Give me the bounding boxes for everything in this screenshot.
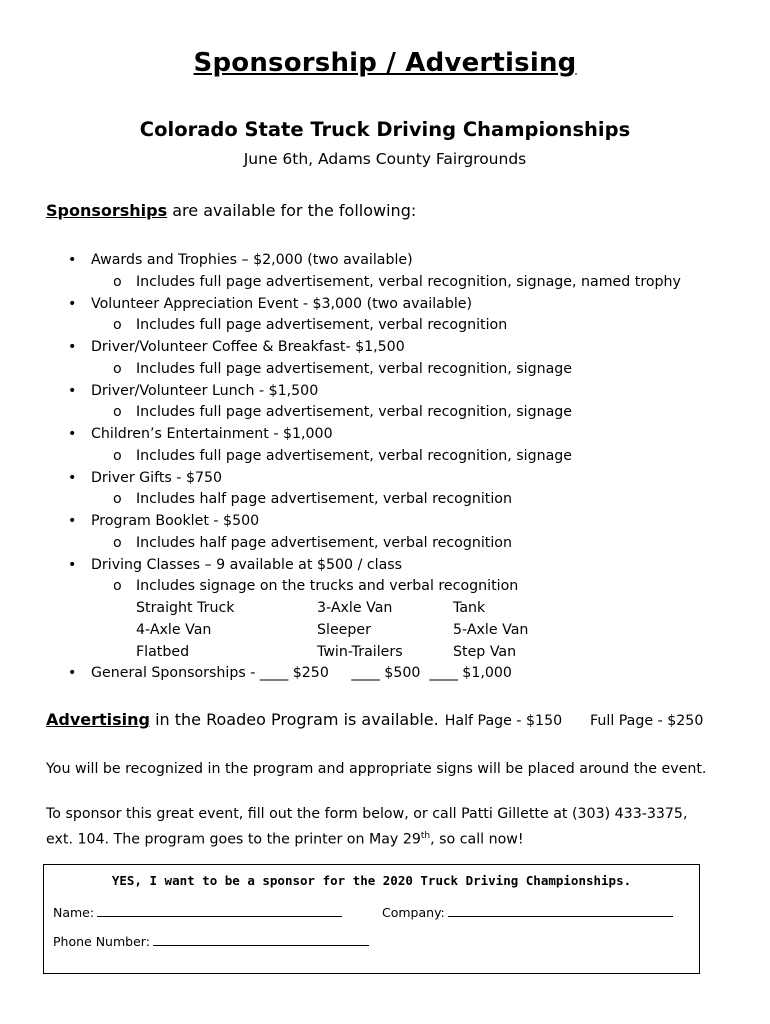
half-page-price: Half Page - $150 — [444, 713, 563, 729]
phone-field[interactable] — [153, 933, 369, 946]
item-label: Volunteer Appreciation Event - $3,000 (two available) — [91, 295, 473, 312]
class-name: 3-Axle Van — [317, 600, 393, 616]
bullet-icon: • — [68, 513, 77, 529]
sponsorships-intro — [46, 201, 416, 220]
circle-bullet-icon: o — [113, 360, 122, 377]
sponsorships-intro-text: are available for the following: — [167, 201, 417, 220]
list-subitem — [46, 576, 726, 598]
phone-field-label — [53, 933, 369, 949]
class-name: Sleeper — [317, 621, 371, 638]
event-details: June 6th, Adams County Fairgrounds — [243, 150, 527, 168]
bullet-icon: • — [68, 469, 77, 486]
list-item — [46, 555, 726, 577]
bullet-icon: • — [68, 556, 77, 573]
class-name: Twin-Trailers — [317, 643, 403, 660]
circle-bullet-icon: o — [113, 317, 122, 334]
full-page-price: Full Page - $250 — [590, 713, 704, 729]
advertising-line — [46, 710, 704, 729]
item-detail: Includes signage on the trucks and verbal recognition — [136, 578, 519, 595]
circle-bullet-icon: o — [113, 534, 122, 551]
item-label: Program Booklet - $500 — [91, 513, 260, 529]
item-detail: Includes full page advertisement, verbal recognition, signage — [136, 360, 573, 377]
list-subitem — [46, 315, 726, 337]
list-subitem — [46, 446, 726, 468]
sponsorships-heading: Sponsorships — [46, 201, 168, 220]
item-detail: Includes full page advertisement, verbal recognition — [136, 317, 508, 334]
contact-line-2 — [46, 825, 726, 851]
list-item — [46, 511, 726, 533]
list-item — [46, 468, 726, 490]
list-item — [46, 294, 726, 316]
circle-bullet-icon: o — [113, 491, 122, 508]
item-detail: Includes half page advertisement, verbal recognition — [136, 491, 512, 508]
class-name: Tank — [453, 600, 486, 616]
item-detail: Includes full page advertisement, verbal recognition, signage — [136, 404, 573, 421]
item-detail: Includes full page advertisement, verbal recognition, signage, named trophy — [136, 273, 681, 290]
list-item — [46, 381, 726, 403]
list-subitem — [46, 489, 726, 511]
list-subitem — [46, 359, 726, 381]
list-subitem — [46, 402, 726, 424]
item-label: Driving Classes – 9 available at $500 / class — [91, 556, 403, 573]
company-field-label — [382, 904, 673, 920]
item-label: Driver Gifts - $750 — [91, 469, 223, 486]
name-field-label — [53, 904, 342, 920]
page-title: Sponsorship / Advertising — [193, 48, 577, 78]
advertising-text: in the Roadeo Program is available. — [150, 710, 439, 729]
item-label: Awards and Trophies – $2,000 (two available) — [91, 252, 413, 268]
contact-line-2-end: , so call now! — [430, 831, 524, 848]
contact-line-1: To sponsor this great event, fill out the form below, or call Patti Gillette at (303) 433-3375, — [46, 806, 688, 822]
event-name: Colorado State Truck Driving Championships — [139, 118, 631, 141]
list-item — [46, 663, 726, 685]
class-row — [46, 620, 726, 642]
contact-line-2-text: ext. 104. The program goes to the printer on May 29 — [46, 831, 421, 848]
circle-bullet-icon: o — [113, 273, 122, 290]
circle-bullet-icon: o — [113, 578, 122, 595]
bullet-icon: • — [68, 665, 77, 682]
class-name: 4-Axle Van — [136, 621, 212, 638]
item-detail: Includes full page advertisement, verbal recognition, signage — [136, 447, 573, 464]
general-sponsorships: General Sponsorships - ____ $250 ____ $500 ____ $1,000 — [91, 665, 512, 682]
class-row — [46, 598, 726, 620]
circle-bullet-icon: o — [113, 447, 122, 464]
bullet-icon: • — [68, 426, 77, 442]
class-name: Flatbed — [136, 643, 190, 660]
class-row — [46, 642, 726, 664]
name-label: Name: — [53, 905, 95, 920]
item-label: Driver/Volunteer Coffee & Breakfast- $1,500 — [91, 339, 405, 355]
advertising-heading: Advertising — [46, 710, 150, 729]
bullet-icon: • — [68, 252, 77, 268]
item-label: Driver/Volunteer Lunch - $1,500 — [91, 382, 319, 399]
form-header: YES, I want to be a sponsor for the 2020 Truck Driving Championships. — [111, 873, 632, 888]
list-item — [46, 250, 726, 272]
sponsor-form — [43, 864, 700, 974]
bullet-icon: • — [68, 382, 77, 399]
item-detail: Includes half page advertisement, verbal recognition — [136, 534, 512, 551]
phone-label: Phone Number: — [53, 934, 150, 949]
name-field[interactable] — [97, 904, 342, 917]
circle-bullet-icon: o — [113, 404, 122, 421]
class-name: 5-Axle Van — [453, 621, 529, 638]
list-item — [46, 424, 726, 446]
class-name: Straight Truck — [136, 600, 235, 616]
list-item — [46, 337, 726, 359]
class-name: Step Van — [453, 643, 517, 660]
list-subitem — [46, 272, 726, 294]
bullet-icon: • — [68, 339, 77, 355]
item-label: Children’s Entertainment - $1,000 — [91, 426, 333, 442]
bullet-icon: • — [68, 295, 77, 312]
sponsorship-list — [46, 250, 726, 685]
contact-paragraph — [46, 803, 726, 851]
company-field[interactable] — [448, 904, 673, 917]
recognition-text: You will be recognized in the program and appropriate signs will be placed around the event. — [46, 761, 707, 777]
ordinal-suffix: th — [420, 831, 431, 841]
company-label: Company: — [382, 905, 445, 920]
list-subitem — [46, 533, 726, 555]
